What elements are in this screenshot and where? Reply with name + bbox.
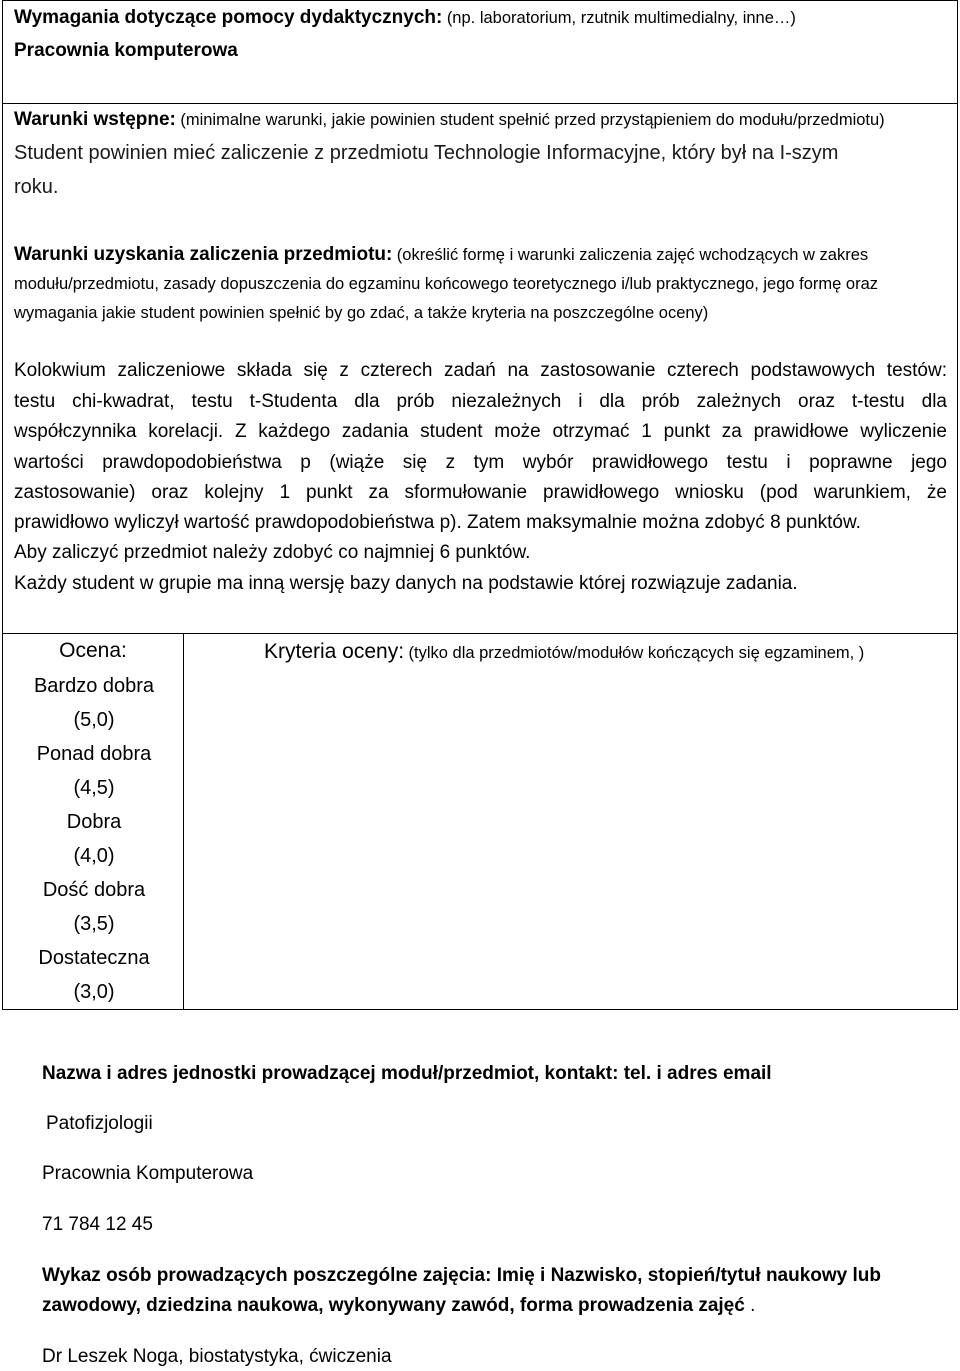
grade-column-header: Ocena: [59,639,127,662]
criteria-column-header: Kryteria oceny: [264,640,405,663]
grades-table [2,634,958,1010]
grade-value: (4,5) [73,777,115,799]
criteria-column-hint: (tylko dla przedmiotów/modułów kończących się egzaminem, ) [408,644,865,662]
prerequisites-heading: Warunki wstępne: [14,109,176,130]
criteria-column-header-row [264,640,864,664]
exam-description-line-6: prawidłowo wyliczył wartość prawdopodobieństwa p). Zatem maksymalnie można zdobyć 8 punktów. [14,512,861,533]
prerequisites-heading-row [14,109,885,131]
staff-heading-end: . [750,1295,756,1316]
grade-value: (3,0) [73,981,115,1003]
exam-description-line-5: zastosowanie) oraz kolejny 1 punkt za sformułowanie prawidłowego wniosku (pod warunkiem, że [14,482,947,503]
minimum-points-line: Aby zaliczyć przedmiot należy zdobyć co najmniej 6 punktów. [14,542,531,563]
grade-value: (3,5) [73,913,115,935]
grade-name: Dość dobra [42,879,146,901]
staff-heading-line-2: zawodowy, dziedzina naukowa, wykonywany zawód, forma prowadzenia zajęć [42,1295,745,1316]
exam-description-line-2: testu chi-kwadrat, testu t-Studenta dla prób niezależnych i dla prób zależnych oraz t-testu dla [14,391,947,412]
exam-description-line-1: Kolokwium zaliczeniowe składa się z czterech zadań na zastosowanie czterech podstawowych testów: [14,360,947,381]
teaching-aids-heading: Wymagania dotyczące pomocy dydaktycznych: [14,7,443,28]
staff-person: Dr Leszek Noga, biostatystyka, ćwiczenia [42,1346,392,1367]
grade-value: (4,0) [73,845,115,867]
passing-conditions-heading-row [14,244,868,266]
prerequisites-line-1: Student powinien mieć zaliczenie z przedmiotu Technologie Informacyjne, który był na I-szym [14,142,839,164]
staff-heading-line-2-row [42,1295,755,1317]
grade-name: Dostateczna [38,947,150,969]
unit-lab: Pracownia Komputerowa [42,1163,254,1184]
unit-heading: Nazwa i adres jednostki prowadzącej moduł/przedmiot, kontakt: tel. i adres email [42,1063,772,1084]
passing-conditions-hint-1: (określić formę i warunki zaliczenia zajęć wchodzących w zakres [396,246,869,264]
exam-description-line-3: współczynnika korelacji. Z każdego zadania student może otrzymać 1 punkt za prawidłowe wyliczenie [14,421,947,442]
passing-conditions-hint-3: wymagania jakie student powinien spełnić by go zdać, a także kryteria na poszczególne oceny) [14,304,709,322]
grade-value: (5,0) [73,709,115,731]
database-versions-line: Każdy student w grupie ma inną wersję bazy danych na podstawie której rozwiązuje zadania. [14,573,798,594]
teaching-aids-heading-row [14,7,796,29]
teaching-aids-value: Pracownia komputerowa [14,40,238,61]
staff-heading-line-1: Wykaz osób prowadzących poszczególne zajęcia: Imię i Nazwisko, stopień/tytuł naukowy lub [42,1265,882,1286]
exam-description-line-4: wartości prawdopodobieństwa p (wiąże się z tym wybór prawidłowego testu i poprawne jego [14,452,947,473]
teaching-aids-hint: (np. laboratorium, rzutnik multimedialny, inne…) [446,9,796,27]
passing-conditions-heading: Warunki uzyskania zaliczenia przedmiotu: [14,244,393,265]
passing-conditions-hint-2: modułu/przedmiotu, zasady dopuszczenia do egzaminu końcowego teoretycznego i/lub praktycznego, jego formę oraz [14,275,878,293]
grade-name: Bardzo dobra [33,675,155,697]
grades-table-divider [183,634,184,1009]
prerequisites-line-2: roku. [14,176,59,198]
grade-name: Ponad dobra [36,743,152,765]
grade-name: Dobra [66,811,122,833]
unit-name: Patofizjologii [46,1113,153,1134]
unit-phone: 71 784 12 45 [42,1214,153,1235]
prerequisites-hint: (minimalne warunki, jakie powinien student spełnić przed przystąpieniem do modułu/przedmiotu) [180,111,885,129]
